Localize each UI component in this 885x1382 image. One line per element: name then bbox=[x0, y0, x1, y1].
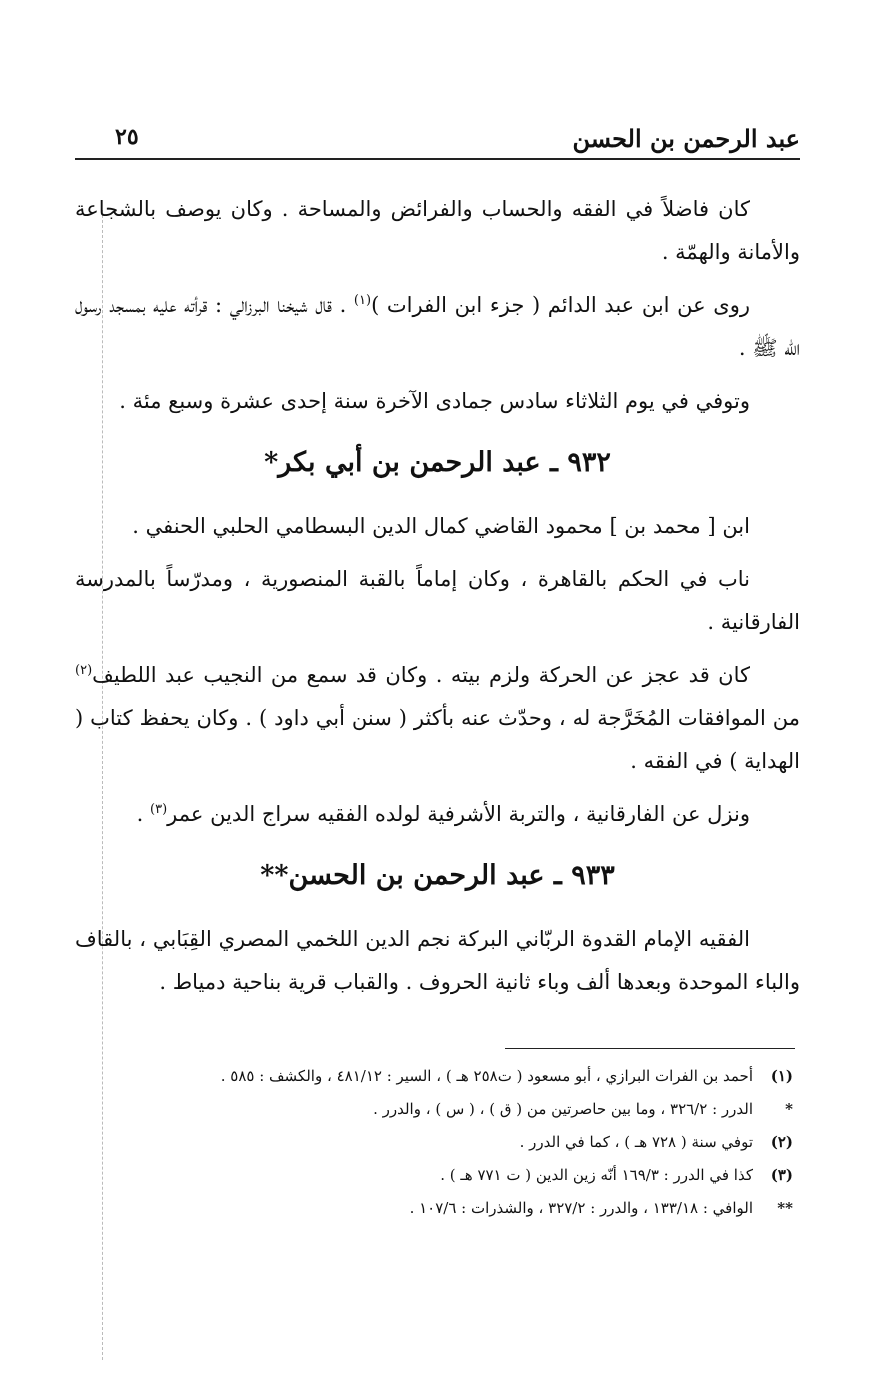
main-text bbox=[75, 188, 800, 1014]
paragraph-6-text-a: كان قد عجز عن الحركة ولزم بيته . وكان قد سمع من النجيب عبد اللطيف bbox=[92, 663, 750, 687]
running-title: عبد الرحمن بن الحسن bbox=[572, 124, 800, 153]
footnote-mark: ** bbox=[777, 1199, 793, 1217]
footnote-mark: (٣) bbox=[770, 1166, 793, 1184]
footnote-mark: (١) bbox=[770, 1067, 793, 1085]
footnote-text: الدرر : ٣٢٦/٢ ، وما بين حاصرتين من ( ق ) ، ( س ) ، والدرر . bbox=[373, 1100, 753, 1118]
paragraph-7 bbox=[75, 793, 800, 836]
paragraph-6-text-b: من الموافقات المُخَرَّجة له ، وحدّث عنه بأكثر ( سنن أبي داود ) . وكان يحفظ كتاب ( الهداية ) في الفقه . bbox=[75, 706, 800, 773]
entry-heading-933: ٩٣٣ ـ عبد الرحمن بن الحسن** bbox=[260, 860, 615, 891]
paragraph-3-text: وتوفي في يوم الثلاثاء سادس جمادى الآخرة سنة إحدى عشرة وسبع مئة . bbox=[119, 389, 750, 413]
footnote-item bbox=[110, 1192, 793, 1225]
entry-heading-932: ٩٣٢ ـ عبد الرحمن بن أبي بكر* bbox=[264, 447, 611, 478]
footnote-item bbox=[110, 1093, 793, 1126]
paragraph-2-text-b: . قال شيخنا البرزالي : قرأته عليه بمسجد رسول الله ﷺ . bbox=[75, 293, 800, 360]
footnote-mark: * bbox=[785, 1100, 793, 1118]
paragraph-8 bbox=[75, 918, 800, 1004]
paragraph-1-text: كان فاضلاً في الفقه والحساب والفرائض والمساحة . وكان يوصف بالشجاعة والأمانة والهمّة . bbox=[75, 197, 800, 264]
paragraph-5 bbox=[75, 558, 800, 644]
paragraph-1 bbox=[75, 188, 800, 274]
footnote-item bbox=[110, 1159, 793, 1192]
page-number: ٢٥ bbox=[115, 124, 139, 150]
paragraph-2-text-a: روى عن ابن عبد الدائم ( جزء ابن الفرات ) bbox=[371, 293, 750, 317]
footnotes bbox=[110, 1060, 793, 1225]
paragraph-3 bbox=[75, 380, 800, 423]
footnote-ref-2: (٢) bbox=[75, 663, 93, 678]
paragraph-7-text-b: . bbox=[136, 802, 151, 826]
footnote-item bbox=[110, 1126, 793, 1159]
footnote-text: الوافي : ١٣٣/١٨ ، والدرر : ٣٢٧/٢ ، والشذرات : ١٠٧/٦ . bbox=[409, 1199, 753, 1217]
footnote-ref-1: (١) bbox=[353, 293, 372, 308]
paragraph-4-text: ابن [ محمد بن ] محمود القاضي كمال الدين البسطامي الحلبي الحنفي . bbox=[132, 514, 750, 538]
footnote-text: كذا في الدرر : ١٦٩/٣ أنّه زين الدين ( ت ٧٧١ هـ ) . bbox=[440, 1166, 753, 1184]
footnote-mark: (٢) bbox=[770, 1133, 793, 1151]
paragraph-2 bbox=[75, 284, 800, 370]
paragraph-7-text-a: ونزل عن الفارقانية ، والتربة الأشرفية لولده الفقيه سراج الدين عمر bbox=[167, 802, 750, 826]
page-header bbox=[75, 118, 800, 160]
footnote-text: توفي سنة ( ٧٢٨ هـ ) ، كما في الدرر . bbox=[519, 1133, 753, 1151]
paragraph-6 bbox=[75, 654, 800, 783]
footnote-ref-3: (٣) bbox=[150, 802, 168, 817]
footnote-text: أحمد بن الفرات البرازي ، أبو مسعود ( ت٢٥٨ هـ ) ، السير : ٤٨١/١٢ ، والكشف : ٥٨٥ . bbox=[220, 1067, 753, 1085]
footnote-item bbox=[110, 1060, 793, 1093]
footnote-separator bbox=[505, 1048, 795, 1049]
paragraph-4 bbox=[75, 505, 800, 548]
paragraph-8-text: الفقيه الإمام القدوة الربّاني البركة نجم الدين اللخمي المصري القِبَابي ، بالقاف والباء الموحدة وبعدها ألف وباء ثانية الحروف . والقباب قرية بناحية دمياط . bbox=[75, 927, 800, 994]
paragraph-5-text: ناب في الحكم بالقاهرة ، وكان إماماً بالقبة المنصورية ، ومدرّساً بالمدرسة الفارقانية . bbox=[75, 567, 800, 634]
